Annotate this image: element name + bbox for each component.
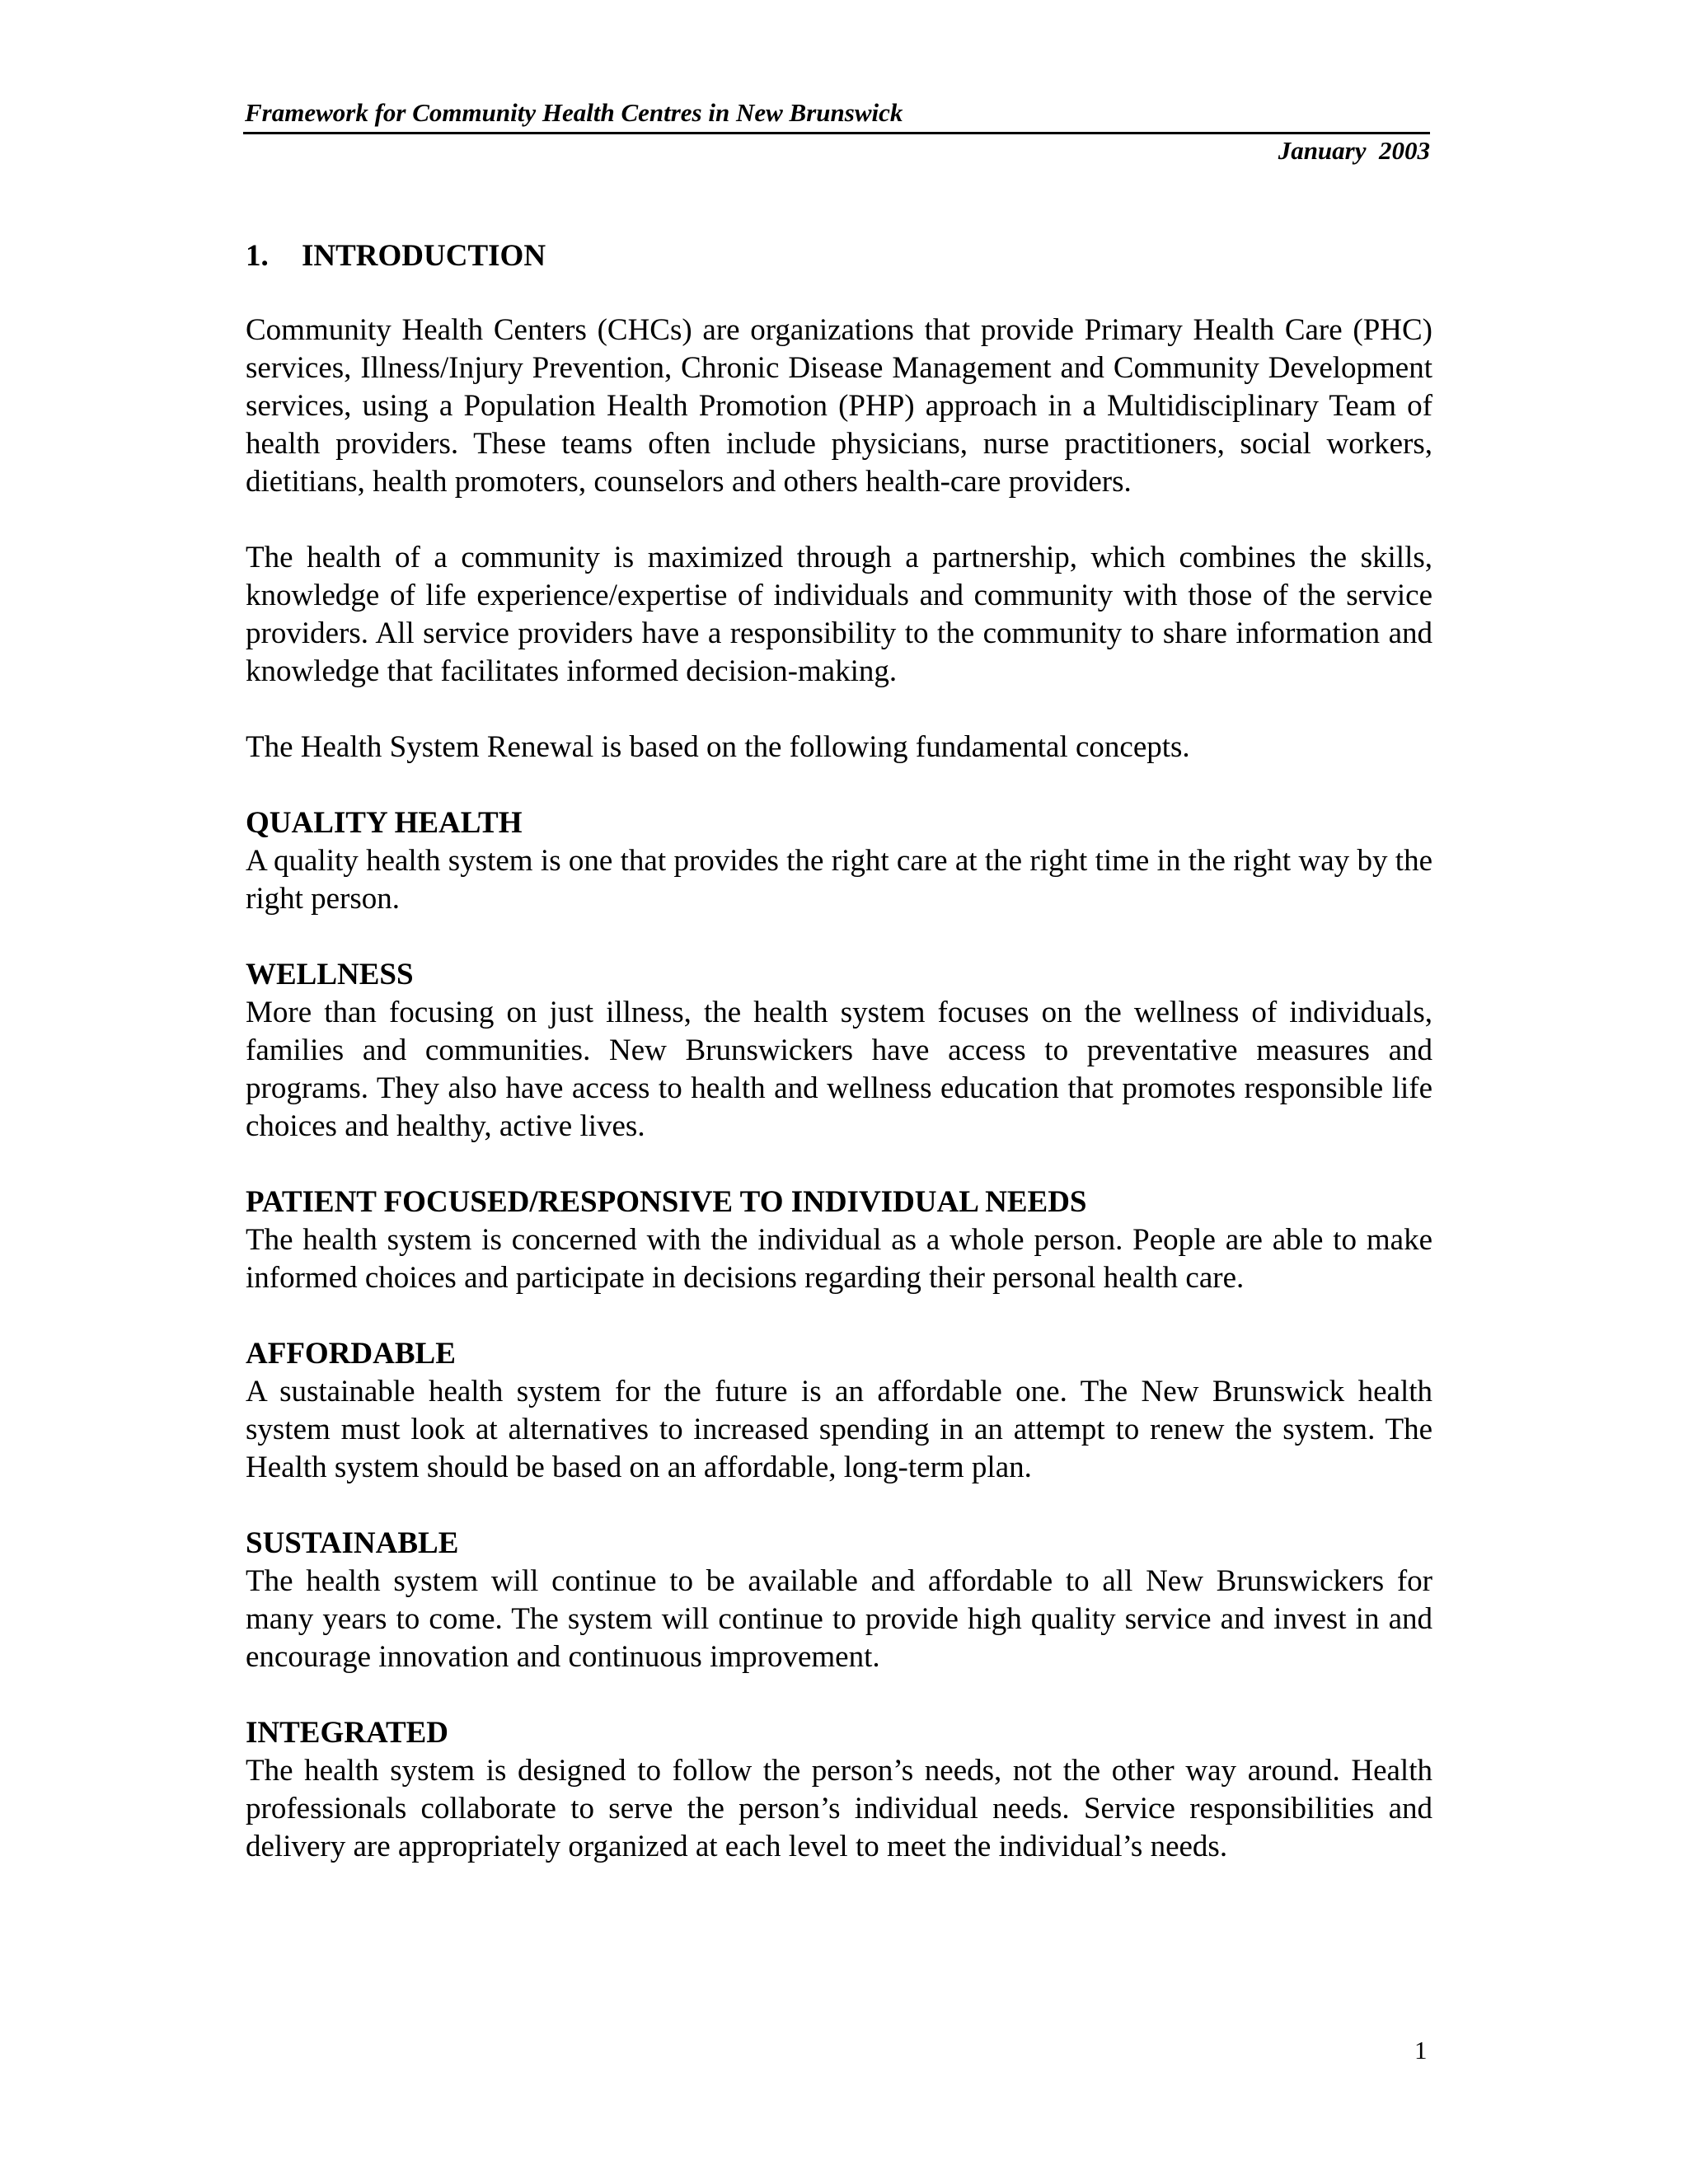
concept-text: A quality health system is one that provides the right care at the right time in the right way by the right person. — [246, 844, 1432, 916]
intro-paragraph: The health of a community is maximized through a partnership, which combines the skills, knowledge of life experience/expertise of individuals and community with those of the service providers. All service providers have a responsibility to the community to share information and knowledge that facilitates informed decision-making. — [246, 541, 1432, 688]
concept-title: QUALITY HEALTH — [246, 806, 523, 840]
intro-paragraph: Community Health Centers (CHCs) are organizations that provide Primary Health Care (PHC) services, Illness/Injury Prevention, Chronic Disease Management and Community Development services, using a Population Health Promotion (PHP) approach in a Multidisciplinary Team of health providers. These teams often include physicians, nurse practitioners, social workers, dietitians, health promoters, counselors and others health-care providers. — [246, 313, 1432, 499]
concept-text: The health system will continue to be available and affordable to all New Brunswickers for many years to come. The system will continue to provide high quality service and invest in and encourage innovation and continuous improvement. — [246, 1564, 1432, 1674]
concept-quality-health — [246, 804, 1432, 918]
body-content — [246, 312, 1432, 1866]
running-header-title: Framework for Community Health Centres in New Brunswick — [245, 98, 903, 127]
concept-title: AFFORDABLE — [246, 1337, 456, 1371]
page-number: 1 — [1414, 2036, 1428, 2064]
concept-text: The health system is designed to follow the person’s needs, not the other way around. Health professionals collaborate to serve the person’s individual needs. Service responsibilities and delivery are appropriately organized at each level to meet the individual’s needs. — [246, 1754, 1432, 1863]
concept-title: INTEGRATED — [246, 1716, 449, 1750]
concept-text: A sustainable health system for the future is an affordable one. The New Brunswick health system must look at alternatives to increased spending in an attempt to renew the system. The Health system should be based on an affordable, long-term plan. — [246, 1375, 1432, 1484]
section-number: 1. — [246, 239, 269, 273]
concept-patient-focused — [246, 1183, 1432, 1297]
concept-sustainable — [246, 1525, 1432, 1676]
section-title: INTRODUCTION — [302, 239, 546, 273]
concept-text: The health system is concerned with the individual as a whole person. People are able to make informed choices and participate in decisions regarding their personal health care. — [246, 1223, 1432, 1295]
running-header-date: January 2003 — [1278, 136, 1430, 165]
concept-affordable — [246, 1335, 1432, 1487]
concept-title: SUSTAINABLE — [246, 1526, 459, 1560]
header-rule — [243, 132, 1430, 134]
section-heading — [246, 237, 546, 276]
concept-text: More than focusing on just illness, the health system focuses on the wellness of individuals, families and communities. New Brunswickers have access to preventative measures and programs. They also have access to health and wellness education that promotes responsible life choices and healthy, active lives. — [246, 996, 1432, 1143]
intro-paragraph: The Health System Renewal is based on the following fundamental concepts. — [246, 730, 1190, 764]
concept-title: PATIENT FOCUSED/RESPONSIVE TO INDIVIDUAL NEEDS — [246, 1185, 1087, 1219]
concept-wellness — [246, 956, 1432, 1146]
concept-integrated — [246, 1714, 1432, 1866]
concept-title: WELLNESS — [246, 958, 414, 991]
